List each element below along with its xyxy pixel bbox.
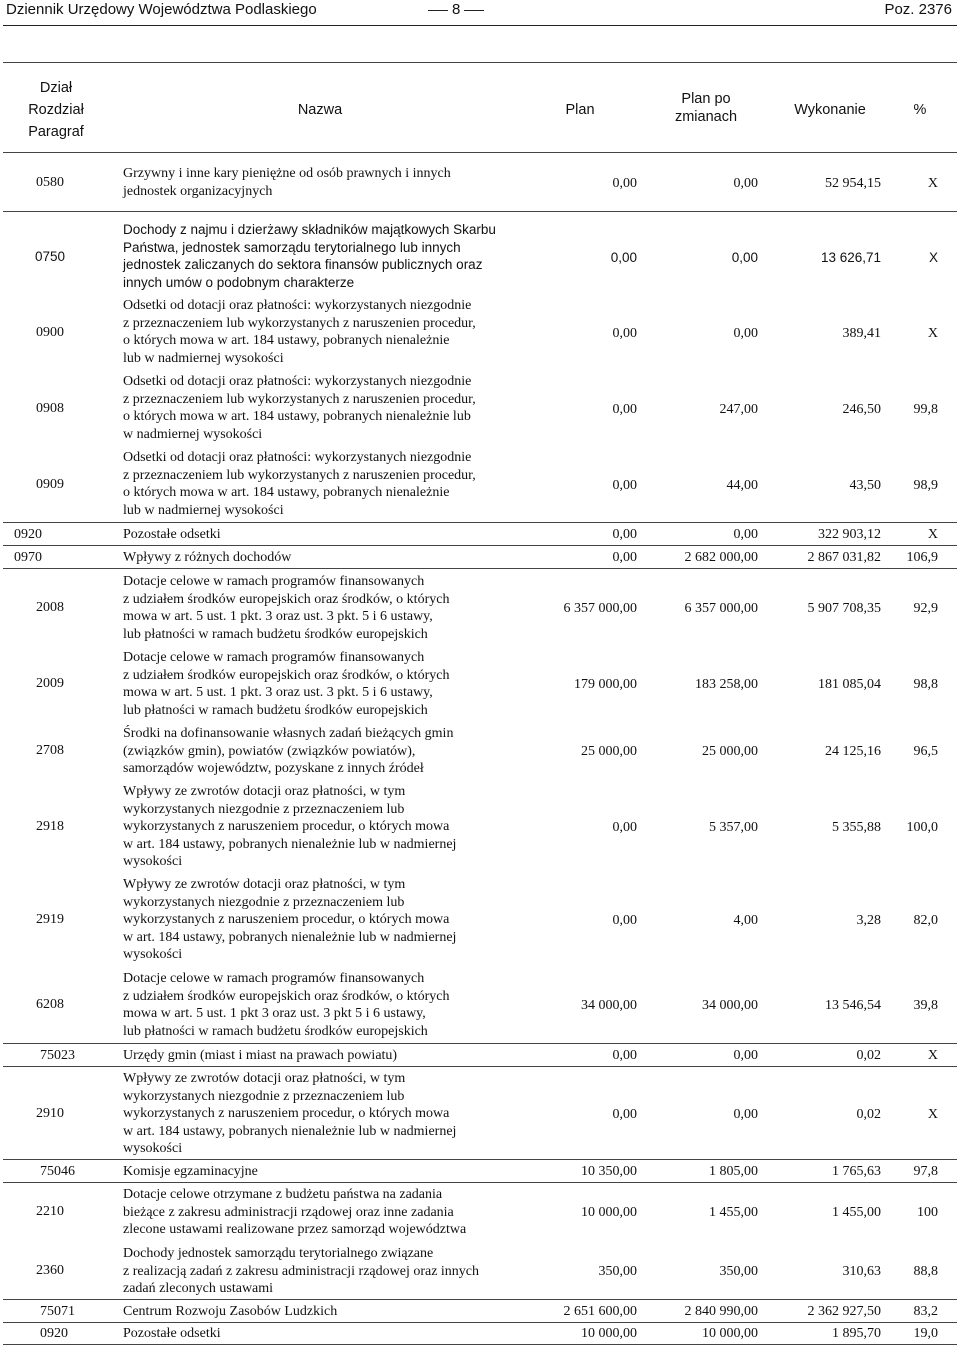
row-name-line: (związków gmin), powiatów (związków powiatów), xyxy=(123,743,416,759)
row-plan: 0,00 xyxy=(612,478,637,493)
row-plan-after: 0,00 xyxy=(733,326,758,341)
row-plan-after: 5 357,00 xyxy=(709,820,758,835)
row-name xyxy=(123,1070,543,1158)
row-execution: 2 362 927,50 xyxy=(807,1304,881,1319)
row-name-line: z przeznaczeniem lub wykorzystanych z naruszenien procedur, xyxy=(123,467,476,483)
row-name-line: Komisje egzaminacyjne xyxy=(123,1164,258,1179)
row-name xyxy=(123,549,543,567)
table-row xyxy=(0,1186,960,1240)
row-name-line: lub płatności w ramach budżetu środków europejskich xyxy=(123,626,428,642)
row-code: 0900 xyxy=(36,325,64,340)
row-plan-after: 0,00 xyxy=(733,527,758,542)
row-name-line: Centrum Rozwoju Zasobów Ludzkich xyxy=(123,1304,338,1319)
row-execution: 24 125,16 xyxy=(825,744,881,759)
row-name-line: Wpływy ze zwrotów dotacji oraz płatności, w tym xyxy=(123,877,406,892)
row-pct: 98,9 xyxy=(913,478,938,493)
row-name-line: o których mowa w art. 184 ustawy, pobranych nienależnie xyxy=(123,485,450,500)
page-header xyxy=(0,0,960,24)
row-name-line: mowa w art. 5 ust. 1 pkt. 3 oraz ust. 3 pkt. 5 i 6 ustawy, xyxy=(123,685,433,700)
row-pct: 99,8 xyxy=(913,402,938,417)
row-code: 2360 xyxy=(36,1263,64,1278)
row-execution: 2 867 031,82 xyxy=(807,550,881,565)
row-name-line: o których mowa w art. 184 ustawy, pobranych nienależnie xyxy=(123,333,450,348)
row-plan-after: 0,00 xyxy=(733,176,758,191)
table-row xyxy=(0,970,960,1042)
row-name xyxy=(123,1186,543,1239)
col-code-line: Rozdział xyxy=(28,102,84,118)
row-plan: 25 000,00 xyxy=(581,744,637,759)
row-pct: X xyxy=(927,1107,938,1122)
row-code: 2708 xyxy=(36,743,64,758)
row-rule xyxy=(3,1182,957,1183)
dash-left xyxy=(428,10,448,11)
row-name xyxy=(123,297,543,367)
row-plan: 350,00 xyxy=(598,1264,637,1279)
row-execution: 310,63 xyxy=(842,1264,881,1279)
row-pct: 100 xyxy=(917,1205,938,1220)
table-row xyxy=(0,1047,960,1065)
row-name-line: wysokości xyxy=(123,854,183,869)
row-pct: 82,0 xyxy=(913,913,938,928)
row-plan-after: 34 000,00 xyxy=(702,998,758,1013)
row-execution: 13 626,71 xyxy=(820,250,881,265)
row-name-line: Pozostałe odsetki xyxy=(123,527,221,542)
row-plan: 0,00 xyxy=(612,1107,637,1122)
row-name xyxy=(123,221,543,291)
row-name-line: zlecone ustawami realizowane przez samorząd województwa xyxy=(123,1222,467,1237)
row-code: 6208 xyxy=(36,997,64,1012)
col-execution-header: Wykonanie xyxy=(794,102,866,118)
row-plan: 0,00 xyxy=(610,250,637,265)
table-row xyxy=(0,165,960,201)
row-name-line: z przeznaczeniem lub wykorzystanych z naruszenien procedur, xyxy=(123,315,476,331)
row-name-line: lub w nadmiernej wysokości xyxy=(123,350,284,366)
row-plan-after: 1 805,00 xyxy=(709,1164,758,1179)
row-name xyxy=(123,1163,543,1181)
table-row xyxy=(0,526,960,544)
row-name-line: o których mowa w art. 184 ustawy, pobranych nienależnie lub xyxy=(123,409,471,424)
table-row xyxy=(0,649,960,721)
row-name xyxy=(123,1245,543,1298)
row-execution: 1 455,00 xyxy=(832,1205,881,1220)
dash-right xyxy=(464,10,484,11)
row-plan-after: 25 000,00 xyxy=(702,744,758,759)
row-pct: 100,0 xyxy=(906,820,938,835)
row-name-line: wykorzystanych z naruszeniem procedur, o których mowa xyxy=(123,1106,450,1121)
table-row xyxy=(0,573,960,645)
row-pct: 106,9 xyxy=(906,550,938,565)
col-code-line: Dział xyxy=(39,80,73,96)
row-plan: 0,00 xyxy=(612,527,637,542)
row-name-line: wykorzystanych z naruszeniem procedur, o których mowa xyxy=(123,819,450,834)
row-name-line: w art. 184 ustawy, pobranych nienależnie lub w nadmiernej xyxy=(123,836,457,852)
row-pct: X xyxy=(927,527,938,542)
row-name-line: Odsetki od dotacji oraz płatności: wykorzystanych niezgodnie xyxy=(123,374,472,389)
row-plan-after: 1 455,00 xyxy=(709,1205,758,1220)
row-code: 2919 xyxy=(36,912,64,927)
row-name-line: Dotacje celowe otrzymane z budżetu państwa na zadania xyxy=(123,1187,443,1202)
row-plan: 179 000,00 xyxy=(574,677,637,692)
row-plan: 10 000,00 xyxy=(581,1326,637,1341)
row-rule xyxy=(3,1159,957,1160)
row-plan: 10 000,00 xyxy=(581,1205,637,1220)
row-execution: 1 895,70 xyxy=(832,1326,881,1341)
table-row xyxy=(0,1163,960,1181)
row-rule xyxy=(3,1066,957,1067)
row-rule xyxy=(3,211,957,212)
row-plan-after: 247,00 xyxy=(719,402,758,417)
row-name xyxy=(123,1047,543,1065)
row-rule xyxy=(3,522,957,523)
row-plan: 0,00 xyxy=(612,550,637,565)
row-name xyxy=(123,1303,543,1321)
journal-title: Dziennik Urzędowy Województwa Podlaskiego xyxy=(6,1,317,18)
row-execution: 322 903,12 xyxy=(818,527,881,542)
table-row xyxy=(0,725,960,779)
row-rule xyxy=(3,568,957,569)
table-row xyxy=(0,221,960,293)
table-row xyxy=(0,783,960,873)
col-name-header: Nazwa xyxy=(297,102,343,118)
row-plan: 0,00 xyxy=(612,176,637,191)
row-plan-after: 6 357 000,00 xyxy=(684,601,758,616)
row-code: 0970 xyxy=(14,550,42,565)
row-code: 0908 xyxy=(36,401,64,416)
row-name-line: Dochody jednostek samorządu terytorialnego związane xyxy=(123,1246,434,1261)
row-name-line: Dochody z najmu i dzierżawy składników majątkowych Skarbu xyxy=(123,222,496,237)
row-plan-after: 0,00 xyxy=(733,1107,758,1122)
table-row xyxy=(0,1325,960,1343)
row-plan: 10 350,00 xyxy=(581,1164,637,1179)
row-name-line: Urzędy gmin (miast i miast na prawach powiatu) xyxy=(123,1048,398,1063)
page-number-value: 8 xyxy=(452,1,461,18)
row-plan: 0,00 xyxy=(612,913,637,928)
row-rule xyxy=(3,1043,957,1044)
row-name-line: Wpływy ze zwrotów dotacji oraz płatności, w tym xyxy=(123,1071,406,1086)
row-code: 2008 xyxy=(36,600,64,615)
row-name-line: Wpływy z różnych dochodów xyxy=(123,550,292,565)
row-name-line: jednostek organizacyjnych xyxy=(123,183,273,199)
row-name-line: Wpływy ze zwrotów dotacji oraz płatności, w tym xyxy=(123,784,406,799)
row-name xyxy=(123,970,543,1040)
row-pct: 39,8 xyxy=(913,998,938,1013)
row-execution: 181 085,04 xyxy=(818,677,881,692)
row-pct: X xyxy=(928,250,938,265)
row-rule xyxy=(3,545,957,546)
table-row xyxy=(0,1303,960,1321)
row-rule xyxy=(3,152,957,153)
row-code: 0909 xyxy=(36,477,64,492)
row-execution: 389,41 xyxy=(842,326,881,341)
row-plan-after: 44,00 xyxy=(726,478,758,493)
row-name-line: z przeznaczeniem lub wykorzystanych z naruszenien procedur, xyxy=(123,391,476,407)
row-name-line: mowa w art. 5 ust. 1 pkt 3 oraz ust. 3 pkt 5 i 6 ustawy, xyxy=(123,1006,426,1021)
row-rule xyxy=(3,1322,957,1323)
row-execution: 3,28 xyxy=(856,913,881,928)
table-row xyxy=(0,549,960,567)
row-name-line: wysokości xyxy=(123,947,183,962)
table-top-rule xyxy=(3,62,957,63)
row-plan-after: 2 840 990,00 xyxy=(684,1304,758,1319)
row-name xyxy=(123,725,543,778)
row-name-line: Odsetki od dotacji oraz płatności: wykorzystanych niezgodnie xyxy=(123,450,472,465)
row-pct: X xyxy=(927,176,938,191)
row-pct: 88,8 xyxy=(913,1264,938,1279)
row-name-line: z realizacją zadań z zakresu administracji rządowej oraz innych xyxy=(123,1263,480,1279)
row-name-line: wykorzystanych niezgodnie z przeznaczeniem lub xyxy=(123,801,405,817)
row-name-line: Odsetki od dotacji oraz płatności: wykorzystanych niezgodnie xyxy=(123,298,472,313)
row-name-line: Dotacje celowe w ramach programów finansowanych xyxy=(123,971,425,986)
row-name-line: innych umów o podobnym charakterze xyxy=(123,274,355,290)
row-name-line: Pozostałe odsetki xyxy=(123,1326,221,1341)
row-plan: 34 000,00 xyxy=(581,998,637,1013)
row-execution: 13 546,54 xyxy=(825,998,881,1013)
row-name-line: samorządów województw, pozyskane z innych źródeł xyxy=(123,761,424,776)
position-number: Poz. 2376 xyxy=(884,1,952,18)
row-name-line: jednostek zaliczanych do sektora finansów publicznych oraz xyxy=(123,257,483,272)
table-row xyxy=(0,1070,960,1158)
row-code: 2918 xyxy=(36,819,64,834)
row-plan-after: 4,00 xyxy=(733,913,758,928)
row-execution: 5 355,88 xyxy=(832,820,881,835)
row-execution: 0,02 xyxy=(856,1048,881,1063)
row-pct: X xyxy=(927,1048,938,1063)
row-execution: 43,50 xyxy=(849,478,881,493)
row-name-line: bieżące z zakresu administracji rządowej oraz inne zadania xyxy=(123,1204,454,1220)
col-plan-after-line: Plan po xyxy=(681,91,731,107)
row-code: 0920 xyxy=(40,1326,68,1341)
row-name-line: lub płatności w ramach budżetu środków europejskich xyxy=(123,702,428,718)
row-plan-after: 0,00 xyxy=(731,250,758,265)
col-code-line: Paragraf xyxy=(28,124,84,140)
row-name-line: w nadmiernej wysokości xyxy=(123,426,263,442)
table-row xyxy=(0,876,960,966)
row-plan: 0,00 xyxy=(612,402,637,417)
row-name-line: Dotacje celowe w ramach programów finansowanych xyxy=(123,650,425,665)
row-code: 75071 xyxy=(40,1304,75,1319)
row-plan-after: 0,00 xyxy=(733,1048,758,1063)
row-plan: 2 651 600,00 xyxy=(563,1304,637,1319)
row-code: 2009 xyxy=(36,676,64,691)
row-code: 2910 xyxy=(36,1106,64,1121)
row-name-line: zadań zleconych ustawami xyxy=(123,1281,274,1296)
row-name-line: w art. 184 ustawy, pobranych nienależnie lub w nadmiernej xyxy=(123,1123,457,1139)
header-rule xyxy=(3,25,957,26)
row-name xyxy=(123,649,543,719)
row-plan: 6 357 000,00 xyxy=(563,601,637,616)
row-name-line: wykorzystanych z naruszeniem procedur, o których mowa xyxy=(123,912,450,927)
row-name-line: mowa w art. 5 ust. 1 pkt. 3 oraz ust. 3 pkt. 5 i 6 ustawy, xyxy=(123,609,433,624)
row-plan-after: 2 682 000,00 xyxy=(684,550,758,565)
row-plan: 0,00 xyxy=(612,1048,637,1063)
row-name-line: z udziałem środków europejskich oraz środków, o których xyxy=(123,667,450,683)
row-execution: 52 954,15 xyxy=(825,176,881,191)
col-plan-header: Plan xyxy=(565,102,595,118)
row-pct: 19,0 xyxy=(913,1326,938,1341)
row-name-line: wykorzystanych niezgodnie z przeznaczeniem lub xyxy=(123,894,405,910)
row-pct: 83,2 xyxy=(913,1304,938,1319)
row-code: 75023 xyxy=(40,1048,75,1063)
row-pct: X xyxy=(927,326,938,341)
row-name-line: Grzywny i inne kary pieniężne od osób prawnych i innych xyxy=(123,166,451,181)
row-pct: 96,5 xyxy=(913,744,938,759)
table-row xyxy=(0,373,960,445)
table-row xyxy=(0,449,960,521)
row-name xyxy=(123,449,543,519)
page-number xyxy=(424,1,488,18)
col-pct-header: % xyxy=(913,102,927,118)
row-rule xyxy=(3,1299,957,1300)
row-execution: 0,02 xyxy=(856,1107,881,1122)
row-name-line: lub w nadmiernej wysokości xyxy=(123,502,284,518)
row-execution: 5 907 708,35 xyxy=(807,601,881,616)
row-name-line: lub płatności w ramach budżetu środków europejskich xyxy=(123,1023,428,1039)
row-code: 0750 xyxy=(34,249,66,264)
row-pct: 97,8 xyxy=(913,1164,938,1179)
col-plan-after-line: zmianach xyxy=(674,109,738,125)
row-name-line: z udziałem środków europejskich oraz środków, o których xyxy=(123,591,450,607)
row-name-line: Środki na dofinansowanie własnych zadań bieżących gmin xyxy=(123,726,454,741)
table-row xyxy=(0,1245,960,1299)
row-code: 75046 xyxy=(40,1164,75,1179)
row-plan: 0,00 xyxy=(612,326,637,341)
row-plan-after: 350,00 xyxy=(719,1264,758,1279)
row-code: 2210 xyxy=(36,1204,64,1219)
table-row xyxy=(0,297,960,369)
row-name-line: Państwa, jednostek samorządu terytorialnego lub innych xyxy=(123,239,461,255)
row-name xyxy=(123,165,543,200)
row-name-line: wysokości xyxy=(123,1141,183,1156)
row-name xyxy=(123,526,543,544)
row-name-line: wykorzystanych niezgodnie z przeznaczeniem lub xyxy=(123,1088,405,1104)
row-execution: 1 765,63 xyxy=(832,1164,881,1179)
row-name-line: w art. 184 ustawy, pobranych nienależnie lub w nadmiernej xyxy=(123,929,457,945)
row-name xyxy=(123,1325,543,1343)
row-name xyxy=(123,573,543,643)
col-plan-after-header xyxy=(656,90,756,126)
row-name xyxy=(123,876,543,964)
row-code: 0920 xyxy=(14,527,42,542)
row-code: 0580 xyxy=(36,175,64,190)
row-plan-after: 10 000,00 xyxy=(702,1326,758,1341)
row-plan: 0,00 xyxy=(612,820,637,835)
row-name xyxy=(123,783,543,871)
row-pct: 92,9 xyxy=(913,601,938,616)
col-code-header xyxy=(6,77,106,143)
row-plan-after: 183 258,00 xyxy=(695,677,758,692)
row-name-line: Dotacje celowe w ramach programów finansowanych xyxy=(123,574,425,589)
row-pct: 98,8 xyxy=(913,677,938,692)
row-name xyxy=(123,373,543,443)
row-execution: 246,50 xyxy=(842,402,881,417)
row-name-line: z udziałem środków europejskich oraz środków, o których xyxy=(123,988,450,1004)
